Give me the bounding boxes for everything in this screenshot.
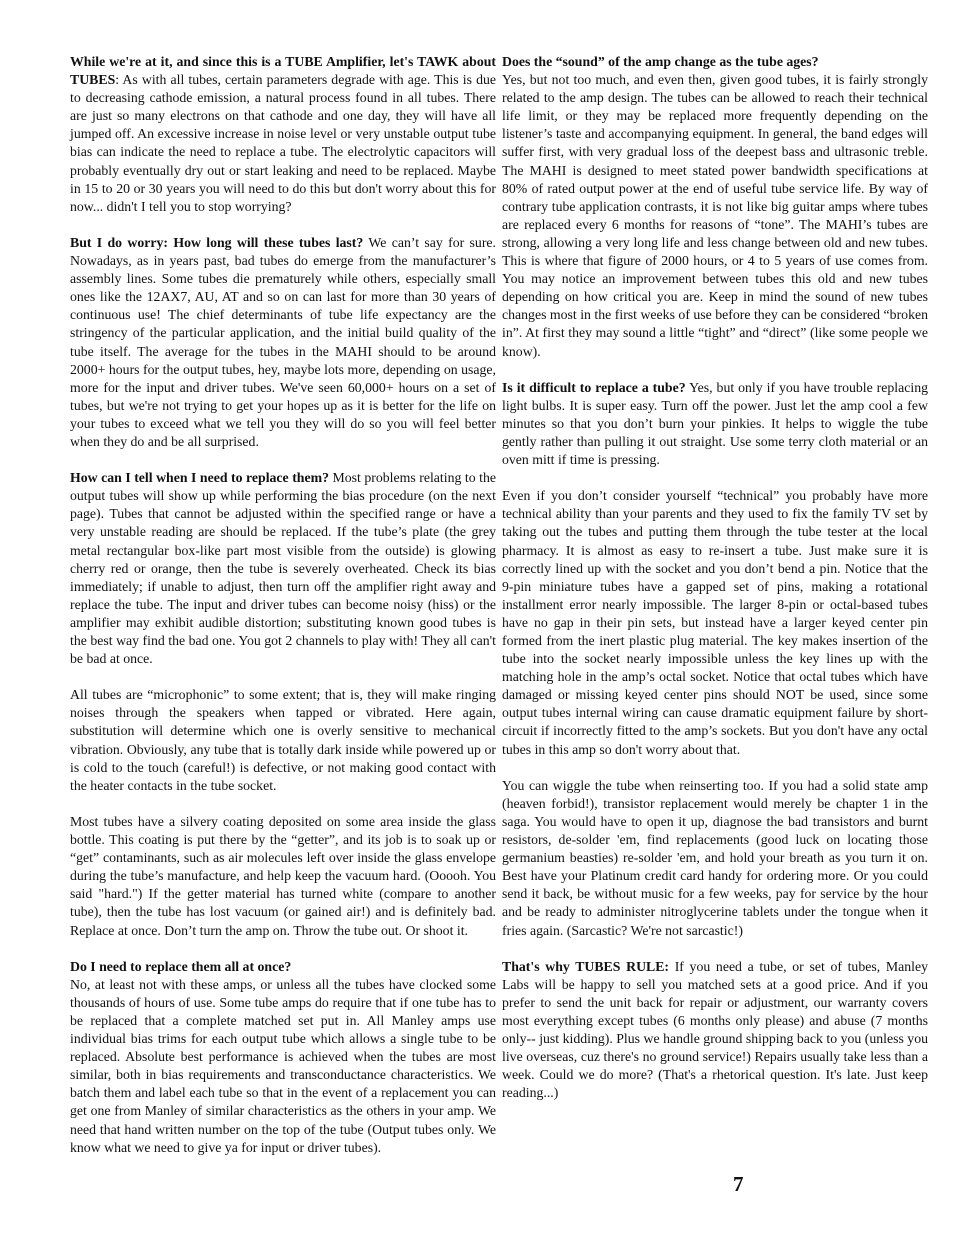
- paragraph-body: Even if you don’t consider yourself “technical” you probably have more technical ability than your parents and they used to fix the family TV set by taking out the tubes and putting them through the tube tester at the local pharmacy. It is almost as easy to re-insert a tube. Just make sure it is correctly lined up with the socket and you don’t bend a pin. Notice that the 9-pin miniature tubes have a gapped set of pins, making a rotational installment error nearly impossible. The larger 8-pin or octal-based tubes have no gap in their pin sets, but instead have a larger keyed center pin formed from the inert plastic plug material. The key makes insertion of the tube into the socket nearly impossible unless the key lines up with the matching hole in the amp’s octal socket. Notice that octal tubes which have damaged or missing keyed center pins should NOT be used, since some output tubes internal wiring can cause dramatic equipment failure by short-circuit if incorrectly fitted to the amp’s sockets. But you don't have any octal tubes in this amp so don't worry about that.: [502, 488, 928, 757]
- paragraph-sound-change: [502, 53, 928, 361]
- right-column: [502, 53, 928, 1213]
- paragraph-tubes-rule: [502, 958, 928, 1103]
- paragraph-body: You can wiggle the tube when reinserting too. If you had a solid state amp (heaven forbid!), transistor replacement would merely be chapter 1 in the saga. You would have to open it up, diagnose the bad transistors and burnt resistors, de-solder 'em, find replacements (good luck on locating those germanium beasties) re-solder 'em, and hold your breath as you turn it on. Best have your Platinum credit card handy for ordering more. Or you could send it back, be without music for a few weeks, pay for service by the hour and be ready to administer nitroglycerine tablets under the tongue when it fries again. (Sarcastic? We're not sarcastic!): [502, 777, 928, 938]
- left-column: [70, 53, 496, 1213]
- paragraph-when-replace: [70, 469, 496, 668]
- paragraph-body: If you need a tube, or set of tubes, Manley Labs will be happy to sell you matched sets at a good price. And if you prefer to send the unit back for repair or adjustment, our warranty covers most everything except tubes (6 months only please) and abuse (7 months only-- just kidding). Plus we handle ground shipping back to you (unless you live overseas, cuz there's no ground service!) Repairs usually take less than a week. Could we do more? (That's a rhetorical question. It's late. Just keep reading...): [502, 958, 928, 1101]
- paragraph-replace-all: [70, 958, 496, 1157]
- paragraph-body: No, at least not with these amps, or unless all the tubes have clocked some thousands of hours of use. Some tube amps do require that if one tube has to be replaced that a complete matched set put in. All Manley amps use individual bias trims for each output tube which allows a single tube to be replaced. Absolute best performance is achieved when the tubes are most similar, both in bias requirements and transconductance characteristics. We batch them and label each tube so that in the event of a replacement you can get one from Manley of similar characteristics as the others in your amp. We need that hand written number on the top of the tube (Output tubes only. We know what we need to give ya for input or driver tubes).: [70, 976, 496, 1155]
- paragraph-tawk-about-tubes: [70, 53, 496, 216]
- paragraph-replace-difficulty: [502, 379, 928, 469]
- manual-page: [70, 53, 928, 1213]
- paragraph-body: Yes, but not too much, and even then, given good tubes, it is fairly strongly related to the amp design. The tubes can be allowed to reach their technical life limit, or they may be replaced more frequently depending on the listener’s taste and accompanying equipment. In general, the band edges will suffer first, with very gradual loss of the deepest bass and ultrasonic treble. The MAHI is designed to meet stated power bandwidth specifications at 80% of rated output power at the end of useful tube service life. By way of contrary tube application contrasts, it is not like big guitar amps where tubes are replaced every 6 months for reasons of “tone”. The MAHI’s tubes are strong, allowing a very long life and less change between old and new tubes. This is where that figure of 2000 hours, or 4 to 5 years of use comes from. You may notice an improvement between tubes this old and new tubes depending on how critical you are. Keep in mind the sound of new tubes changes most in the first weeks of use before they can be considered “broken in”. At first they may sound a little “tight” and “direct” (like some people we know).: [502, 72, 928, 359]
- paragraph-tube-life: [70, 234, 496, 451]
- paragraph-body: : As with all tubes, certain parameters degrade with age. This is due to decreasing cathode emission, a natural process found in all tubes. There are just so many electrons on that cathode and one day, they will have all jumped off. An excessive increase in noise level or very unstable output tube bias can indicate the need to replace a tube. The electrolytic capacitors will probably eventually dry out or start leaking and need to be replaced. Maybe in 15 to 20 or 30 years you will need to do this but don't worry about this for now... didn't I tell you to stop worrying?: [70, 72, 496, 214]
- paragraph-body: Yes, but only if you have trouble replacing light bulbs. It is super easy. Turn off the power. Just let the amp cool a few minutes so that you don’t burn your pinkies. It helps to wiggle the tube gently rather than pulling it out straight. Use some terry cloth material or an oven mitt if time is pressing.: [502, 379, 928, 468]
- paragraph-heading: But I do worry: How long will these tubes last?: [70, 234, 364, 250]
- paragraph-wiggle: [502, 777, 928, 940]
- paragraph-body: We can’t say for sure. Nowadays, as in years past, bad tubes do emerge from the manufacturer’s assembly lines. Some tubes die prematurely while others, especially small ones like the 12AX7, AU, AT and so on can last for more than 30 years of continuous use! The chief determinants of tube life expectancy are the stringency of the particular application, and the initial build quality of the tube itself. The average for the tubes in the MAHI should to be around 2000+ hours for the output tubes, hey, maybe lots more, depending on usage, more for the input and driver tubes. We've seen 60,000+ hours on a set of tubes, but we're not trying to get your hopes up as it is better for the life on your tubes to exceed what we tell you they will do so you will feel better when they do and be all surprised.: [70, 234, 496, 449]
- paragraph-heading: How can I tell when I need to replace them?: [70, 470, 329, 486]
- paragraph-heading: Is it difficult to replace a tube?: [502, 379, 686, 395]
- paragraph-technical: [502, 487, 928, 758]
- paragraph-heading: That's why TUBES RULE:: [502, 958, 670, 974]
- paragraph-heading: While we're at it, and since this is a TUBE Amplifier, let's TAWK about TUBES: [70, 54, 496, 88]
- page-number: 7: [733, 1172, 744, 1196]
- paragraph-heading: Do I need to replace them all at once?: [70, 958, 292, 974]
- paragraph-microphonic: [70, 686, 496, 795]
- paragraph-body: Most problems relating to the output tubes will show up while performing the bias procedure (on the next page). Tubes that cannot be adjusted within the specified range or have a very unstable reading are should be replaced. If the tube’s plate (the grey metal rectangular box-like part most visible from the outside) is glowing cherry red or orange, then the tube is severely overheated. Check its bias immediately; if unable to adjust, then turn off the amplifier right away and replace the tube. The input and driver tubes can become noisy (hiss) or the amplifier may exhibit audible distortion; substituting known good tubes is the best way find the bad one. You got 2 channels to play with! They all can't be bad at once.: [70, 470, 496, 667]
- paragraph-getter: [70, 813, 496, 940]
- paragraph-body: All tubes are “microphonic” to some extent; that is, they will make ringing noises through the speakers when tapped or vibrated. Here again, substitution will determine which one is overly sensitive to mechanical vibration. Obviously, any tube that is totally dark inside while powered up or is cold to the touch (careful!) is defective, or not making good contact with the heater contacts in the tube socket.: [70, 687, 496, 793]
- paragraph-heading: Does the “sound” of the amp change as the tube ages?: [502, 54, 819, 69]
- paragraph-body: Most tubes have a silvery coating deposited on some area inside the glass bottle. This coating is put there by the “getter”, and its job is to soak up or “get” contaminants, such as air molecules left over inside the glass envelope during the tube’s manufacture, and help keep the vacuum hard. (Ooooh. You said "hard.") If the getter material has turned white (compare to another tube), then the tube has lost vacuum (or gained air!) and is definitely bad. Replace at once. Don’t turn the amp on. Throw the tube out. Or shoot it.: [70, 813, 496, 938]
